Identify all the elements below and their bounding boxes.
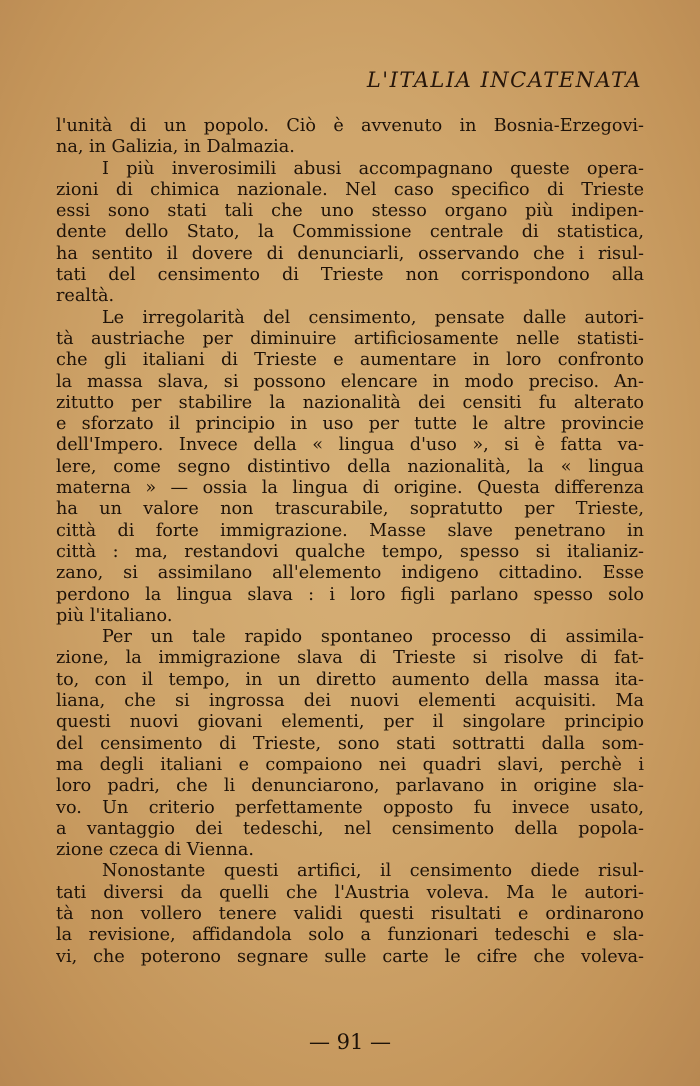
text-line: più l'italiano. <box>56 605 173 626</box>
text-line: tà austriache per diminuire artificiosamente nelle statisti- <box>56 328 644 349</box>
text-line: lere, come segno distintivo della nazionalità, la « lingua <box>56 456 644 477</box>
text-line: tati diversi da quelli che l'Austria voleva. Ma le autori- <box>56 882 644 903</box>
text-line: ha sentito il dovere di denunciarli, osservando che i risul- <box>56 243 644 264</box>
text-line: dell'Impero. Invece della « lingua d'uso », si è fatta va- <box>56 435 644 456</box>
text-line: città : ma, restandovi qualche tempo, spesso si italianiz- <box>56 541 644 562</box>
text-line: zione czeca di Vienna. <box>56 840 254 861</box>
text-line: I più inverosimili abusi accompagnano queste opera- <box>102 158 644 179</box>
text-line: l'unità di un popolo. Ciò è avvenuto in Bosnia-Erzegovi- <box>56 116 644 136</box>
text-line: che gli italiani di Trieste e aumentare in loro confronto <box>56 350 644 371</box>
text-line: zioni di chimica nazionale. Nel caso specifico di Trieste <box>56 179 644 200</box>
text-line: questi nuovi giovani elementi, per il singolare principio <box>56 712 644 733</box>
text-line: zione, la immigrazione slava di Trieste si risolve di fat- <box>56 648 644 669</box>
text-line: ha un valore non trascurabile, sopratutto per Trieste, <box>56 499 644 520</box>
text-line: na, in Galizia, in Dalmazia. <box>56 137 295 158</box>
text-line: loro padri, che li denunciarono, parlavano in origine sla- <box>56 776 644 797</box>
text-line: perdono la lingua slava : i loro figli parlano spesso solo <box>56 584 644 605</box>
text-line: del censimento di Trieste, sono stati sottratti dalla som- <box>56 733 644 754</box>
text-line: zano, si assimilano all'elemento indigeno cittadino. Esse <box>56 563 644 584</box>
body-text <box>56 116 644 968</box>
text-line: ma degli italiani e compaiono nei quadri slavi, perchè i <box>56 754 644 775</box>
text-line: essi sono stati tali che uno stesso organo più indipen- <box>56 201 644 222</box>
text-line: Per un tale rapido spontaneo processo di assimila- <box>102 627 644 648</box>
text-line: realtà. <box>56 286 115 307</box>
text-line: to, con il tempo, in un diretto aumento della massa ita- <box>56 669 644 690</box>
text-line: liana, che si ingrossa dei nuovi elementi acquisiti. Ma <box>56 691 644 712</box>
running-head: L'ITALIA INCATENATA <box>366 68 642 92</box>
text-line: tà non vollero tenere validi questi risultati e ordinarono <box>56 903 644 924</box>
text-line: la revisione, affidandola solo a funzionari tedeschi e sla- <box>56 925 644 946</box>
text-line: vi, che poterono segnare sulle carte le cifre che voleva- <box>56 946 644 967</box>
text-line: tati del censimento di Trieste non corrispondono alla <box>56 265 644 286</box>
text-line: la massa slava, si possono elencare in modo preciso. An- <box>56 371 644 392</box>
text-line: città di forte immigrazione. Masse slave penetrano in <box>56 520 644 541</box>
text-line: Le irregolarità del censimento, pensate dalle autori- <box>102 307 644 328</box>
text-line: e sforzato il principio in uso per tutte le altre provincie <box>56 414 644 435</box>
text-line: a vantaggio dei tedeschi, nel censimento della popola- <box>56 818 644 839</box>
text-line: Nonostante questi artifici, il censimento diede risul- <box>102 861 644 882</box>
text-line: zitutto per stabilire la nazionalità dei censiti fu alterato <box>56 392 644 413</box>
page-number: — 91 — <box>308 1030 392 1054</box>
text-line: dente dello Stato, la Commissione centrale di statistica, <box>56 222 644 243</box>
text-line: materna » — ossia la lingua di origine. Questa differenza <box>56 478 644 499</box>
text-line: vo. Un criterio perfettamente opposto fu invece usato, <box>56 797 644 818</box>
